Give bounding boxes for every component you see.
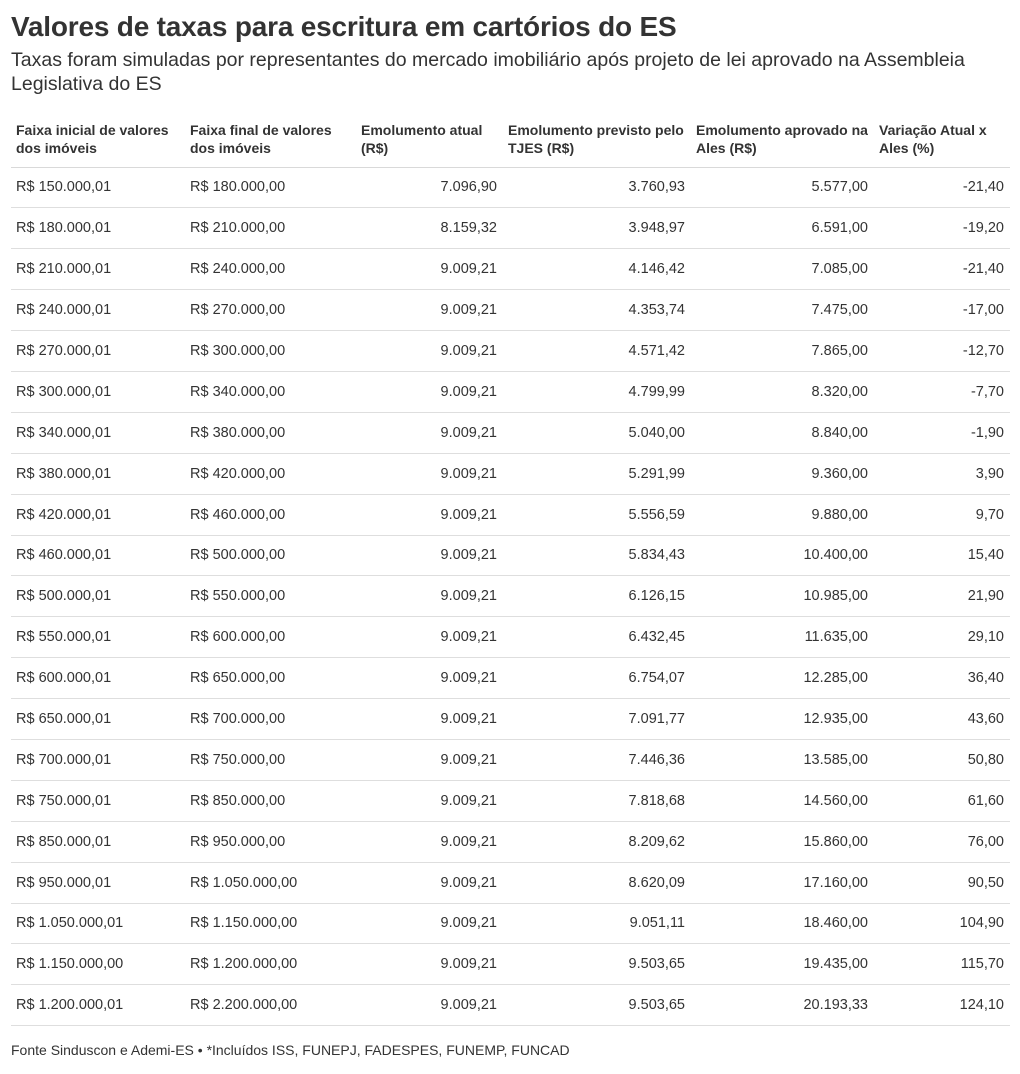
table-cell: -21,40 — [874, 167, 1010, 208]
table-cell: R$ 270.000,01 — [11, 331, 185, 372]
table-cell: R$ 380.000,00 — [185, 412, 356, 453]
table-cell: 10.400,00 — [691, 535, 874, 576]
table-cell: R$ 1.200.000,01 — [11, 985, 185, 1026]
table-cell: 8.209,62 — [503, 821, 691, 862]
table-cell: 6.126,15 — [503, 576, 691, 617]
table-cell: 5.577,00 — [691, 167, 874, 208]
table-cell: 3.760,93 — [503, 167, 691, 208]
table-cell: -12,70 — [874, 331, 1010, 372]
table-cell: 50,80 — [874, 739, 1010, 780]
table-cell: 8.620,09 — [503, 862, 691, 903]
table-cell: R$ 240.000,01 — [11, 290, 185, 331]
table-cell: 76,00 — [874, 821, 1010, 862]
table-cell: R$ 460.000,00 — [185, 494, 356, 535]
table-row — [11, 167, 1010, 208]
table-cell: 36,40 — [874, 658, 1010, 699]
table-cell: 19.435,00 — [691, 944, 874, 985]
table-row — [11, 208, 1010, 249]
table-cell: 9.009,21 — [356, 658, 503, 699]
table-row — [11, 535, 1010, 576]
table-cell: 90,50 — [874, 862, 1010, 903]
table-cell: 7.096,90 — [356, 167, 503, 208]
table-cell: -17,00 — [874, 290, 1010, 331]
table-cell: 43,60 — [874, 699, 1010, 740]
table-row — [11, 903, 1010, 944]
table-cell: 9.360,00 — [691, 453, 874, 494]
table-cell: R$ 550.000,01 — [11, 617, 185, 658]
table-cell: R$ 850.000,01 — [11, 821, 185, 862]
table-row — [11, 739, 1010, 780]
table-cell: R$ 1.200.000,00 — [185, 944, 356, 985]
table-cell: R$ 210.000,00 — [185, 208, 356, 249]
column-header: Faixa final de valores dos imóveis — [185, 117, 356, 167]
table-cell: R$ 550.000,00 — [185, 576, 356, 617]
table-cell: R$ 1.150.000,00 — [185, 903, 356, 944]
table-cell: 7.475,00 — [691, 290, 874, 331]
table-cell: R$ 750.000,01 — [11, 780, 185, 821]
table-cell: R$ 180.000,01 — [11, 208, 185, 249]
table-cell: 8.159,32 — [356, 208, 503, 249]
table-cell: R$ 600.000,01 — [11, 658, 185, 699]
table-cell: 9.009,21 — [356, 780, 503, 821]
table-cell: 7.865,00 — [691, 331, 874, 372]
table-cell: 9.009,21 — [356, 412, 503, 453]
table-cell: R$ 420.000,01 — [11, 494, 185, 535]
table-cell: 10.985,00 — [691, 576, 874, 617]
table-cell: 115,70 — [874, 944, 1010, 985]
table-cell: R$ 340.000,01 — [11, 412, 185, 453]
table-cell: 5.556,59 — [503, 494, 691, 535]
table-cell: 13.585,00 — [691, 739, 874, 780]
table-cell: 9.009,21 — [356, 617, 503, 658]
table-cell: 18.460,00 — [691, 903, 874, 944]
table-header — [11, 117, 1010, 167]
table-cell: R$ 700.000,01 — [11, 739, 185, 780]
table-row — [11, 371, 1010, 412]
table-cell: 7.818,68 — [503, 780, 691, 821]
table-cell: 5.291,99 — [503, 453, 691, 494]
table-cell: 6.591,00 — [691, 208, 874, 249]
table-cell: R$ 650.000,01 — [11, 699, 185, 740]
table-cell: R$ 240.000,00 — [185, 249, 356, 290]
table-cell: 4.353,74 — [503, 290, 691, 331]
header-row — [11, 117, 1010, 167]
chart-subtitle: Taxas foram simuladas por representantes do mercado imobiliário após projeto de lei aprovado na Assembleia Legislativa do ES — [11, 49, 965, 95]
table-cell: 29,10 — [874, 617, 1010, 658]
table-row — [11, 658, 1010, 699]
table-cell: R$ 750.000,00 — [185, 739, 356, 780]
table-cell: 8.840,00 — [691, 412, 874, 453]
table-cell: R$ 460.000,01 — [11, 535, 185, 576]
table-cell: 12.935,00 — [691, 699, 874, 740]
table-cell: R$ 650.000,00 — [185, 658, 356, 699]
table-row — [11, 412, 1010, 453]
table-cell: -21,40 — [874, 249, 1010, 290]
table-cell: 9.009,21 — [356, 903, 503, 944]
table-cell: 4.571,42 — [503, 331, 691, 372]
table-cell: 9.009,21 — [356, 699, 503, 740]
data-table — [11, 117, 1010, 1026]
table-cell: R$ 950.000,00 — [185, 821, 356, 862]
table-cell: 9.009,21 — [356, 453, 503, 494]
table-cell: R$ 380.000,01 — [11, 453, 185, 494]
table-cell: 7.085,00 — [691, 249, 874, 290]
table-cell: R$ 300.000,00 — [185, 331, 356, 372]
table-cell: 4.799,99 — [503, 371, 691, 412]
table-cell: R$ 1.150.000,00 — [11, 944, 185, 985]
table-cell: 6.754,07 — [503, 658, 691, 699]
table-row — [11, 453, 1010, 494]
table-cell: 3.948,97 — [503, 208, 691, 249]
table-cell: 9.009,21 — [356, 944, 503, 985]
table-row — [11, 290, 1010, 331]
table-cell: 17.160,00 — [691, 862, 874, 903]
table-row — [11, 985, 1010, 1026]
table-cell: 11.635,00 — [691, 617, 874, 658]
table-cell: R$ 500.000,01 — [11, 576, 185, 617]
column-header: Emolumento aprovado na Ales (R$) — [691, 117, 874, 167]
table-cell: 9.009,21 — [356, 862, 503, 903]
table-cell: 9.009,21 — [356, 535, 503, 576]
table-cell: 20.193,33 — [691, 985, 874, 1026]
column-header: Variação Atual x Ales (%) — [874, 117, 1010, 167]
table-cell: 3,90 — [874, 453, 1010, 494]
table-cell: R$ 2.200.000,00 — [185, 985, 356, 1026]
table-body — [11, 167, 1010, 1026]
table-cell: 8.320,00 — [691, 371, 874, 412]
table-cell: 7.091,77 — [503, 699, 691, 740]
table-cell: R$ 600.000,00 — [185, 617, 356, 658]
table-cell: 61,60 — [874, 780, 1010, 821]
table-cell: 124,10 — [874, 985, 1010, 1026]
table-cell: R$ 300.000,01 — [11, 371, 185, 412]
table-cell: R$ 1.050.000,00 — [185, 862, 356, 903]
table-cell: 21,90 — [874, 576, 1010, 617]
table-cell: 9.009,21 — [356, 576, 503, 617]
table-cell: 9.880,00 — [691, 494, 874, 535]
table-row — [11, 699, 1010, 740]
table-cell: 5.040,00 — [503, 412, 691, 453]
table-cell: R$ 950.000,01 — [11, 862, 185, 903]
table-cell: R$ 340.000,00 — [185, 371, 356, 412]
table-row — [11, 617, 1010, 658]
table-cell: 9.009,21 — [356, 985, 503, 1026]
table-cell: 9.503,65 — [503, 985, 691, 1026]
table-row — [11, 821, 1010, 862]
table-cell: 9.009,21 — [356, 331, 503, 372]
table-cell: 7.446,36 — [503, 739, 691, 780]
table-cell: 9.009,21 — [356, 494, 503, 535]
table-cell: -19,20 — [874, 208, 1010, 249]
table-row — [11, 494, 1010, 535]
table-cell: 5.834,43 — [503, 535, 691, 576]
table-row — [11, 331, 1010, 372]
table-cell: -7,70 — [874, 371, 1010, 412]
table-cell: R$ 500.000,00 — [185, 535, 356, 576]
table-cell: R$ 1.050.000,01 — [11, 903, 185, 944]
table-cell: R$ 700.000,00 — [185, 699, 356, 740]
source-note: Fonte Sinduscon e Ademi-ES • *Incluídos ISS, FUNEPJ, FADESPES, FUNEMP, FUNCAD — [11, 1042, 570, 1059]
table-cell: -1,90 — [874, 412, 1010, 453]
table-cell: R$ 150.000,01 — [11, 167, 185, 208]
table-cell: R$ 270.000,00 — [185, 290, 356, 331]
table-cell: 6.432,45 — [503, 617, 691, 658]
column-header: Emolumento atual (R$) — [356, 117, 503, 167]
table-row — [11, 944, 1010, 985]
table-cell: 9.009,21 — [356, 739, 503, 780]
column-header: Emolumento previsto pelo TJES (R$) — [503, 117, 691, 167]
column-header: Faixa inicial de valores dos imóveis — [11, 117, 185, 167]
chart-title: Valores de taxas para escritura em cartórios do ES — [11, 11, 677, 42]
table-cell: 15,40 — [874, 535, 1010, 576]
table-cell: 104,90 — [874, 903, 1010, 944]
table-cell: R$ 850.000,00 — [185, 780, 356, 821]
table-cell: 9.051,11 — [503, 903, 691, 944]
table-cell: R$ 180.000,00 — [185, 167, 356, 208]
table-cell: 14.560,00 — [691, 780, 874, 821]
table-cell: 9,70 — [874, 494, 1010, 535]
table-cell: 9.009,21 — [356, 290, 503, 331]
table-row — [11, 249, 1010, 290]
table-cell: R$ 210.000,01 — [11, 249, 185, 290]
table-cell: 9.009,21 — [356, 821, 503, 862]
table-cell: R$ 420.000,00 — [185, 453, 356, 494]
table-cell: 9.503,65 — [503, 944, 691, 985]
table-row — [11, 862, 1010, 903]
table-cell: 9.009,21 — [356, 249, 503, 290]
table-cell: 4.146,42 — [503, 249, 691, 290]
table-row — [11, 576, 1010, 617]
table-cell: 15.860,00 — [691, 821, 874, 862]
table-cell: 9.009,21 — [356, 371, 503, 412]
table-row — [11, 780, 1010, 821]
table-cell: 12.285,00 — [691, 658, 874, 699]
